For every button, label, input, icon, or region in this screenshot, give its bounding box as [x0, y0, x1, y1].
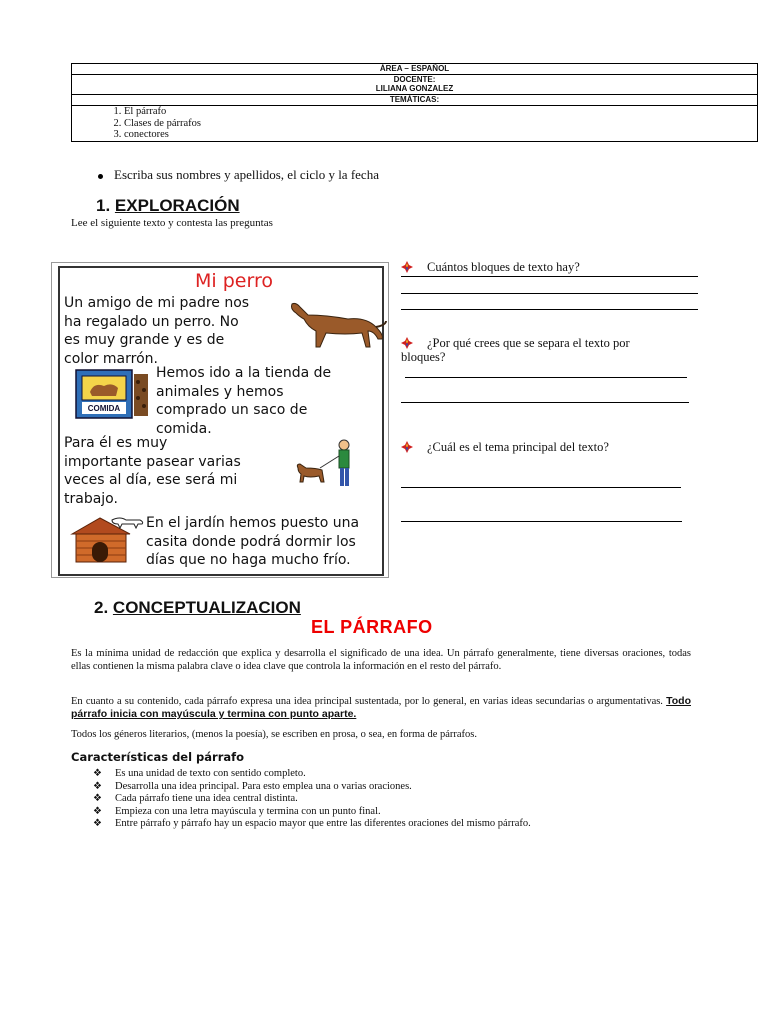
answer-line[interactable] [401, 521, 682, 522]
question-1 [401, 260, 580, 275]
parrafo-title: EL PÁRRAFO [311, 617, 433, 637]
story-line: comida. [156, 420, 212, 437]
story-line: En el jardín hemos puesto una [146, 515, 360, 531]
caracteristicas-title: Características del párrafo [71, 750, 245, 764]
instruction [98, 167, 379, 183]
story-line: Hemos ido a la tienda de [156, 365, 332, 381]
story-paragraph-2 [156, 364, 378, 438]
story-line: es muy grande y es de [64, 332, 225, 348]
exploracion-number: 1. [96, 196, 111, 215]
story-paragraph-1 [64, 294, 274, 368]
story-line: color marrón. [64, 350, 158, 367]
answer-line[interactable] [401, 293, 698, 294]
list-item [93, 781, 531, 794]
content-paragraph-rule: Todo párrafo inicia con mayúscula y termina con punto aparte. [71, 695, 691, 720]
story-line: casita donde podrá dormir los [146, 533, 356, 550]
caracteristicas-list [93, 768, 531, 831]
content-paragraph-text: En cuanto a su contenido, cada párrafo expresa una idea principal sustentada, por lo general, en varias ideas secundarias o argumentativas. [71, 696, 663, 707]
bullet-icon [98, 174, 103, 179]
tematicas-cell: TEMÁTICAS: [72, 95, 758, 106]
tematica-item: 3. conectores [124, 129, 757, 141]
diamond-bullet-icon: ❖ [93, 818, 102, 829]
story-frame [58, 266, 384, 576]
answer-line[interactable] [401, 402, 689, 403]
exploracion-title: EXPLORACIÓN [114, 196, 240, 215]
arrow-bullet-icon [401, 337, 413, 349]
instruction-text: Escriba sus nombres y apellidos, el ciclo y la fecha [114, 167, 379, 182]
exploracion-heading [96, 196, 240, 216]
question-1-text: Cuántos bloques de texto hay? [427, 260, 580, 274]
story-line: animales y hemos [156, 383, 284, 400]
question-2 [401, 336, 691, 364]
conceptualizacion-title: CONCEPTUALIZACION [112, 598, 301, 617]
exploracion-subtitle: Lee el siguiente texto y contesta las preguntas [71, 217, 273, 229]
story-line: ha regalado un perro. No [64, 313, 239, 330]
arrow-bullet-icon [401, 441, 413, 453]
story-line: importante pasear varias [64, 453, 241, 470]
list-item-text: Empieza con una letra mayúscula y termina con un punto final. [115, 805, 381, 817]
story-line: trabajo. [64, 490, 118, 507]
story-line: veces al día, ese será mi [64, 472, 238, 488]
list-item [93, 818, 531, 831]
tematicas-list-cell [72, 106, 758, 142]
comida-label: COMIDA [87, 404, 121, 413]
arrow-bullet-icon [401, 261, 413, 273]
conceptualizacion-heading [94, 598, 301, 618]
story-line: Un amigo de mi padre nos [64, 295, 250, 311]
genres-paragraph: Todos los géneros literarios, (menos la poesía), se escriben en prosa, o sea, en forma de párrafos. [71, 729, 478, 740]
answer-line[interactable] [401, 276, 698, 277]
list-item [93, 793, 531, 806]
list-item-text: Entre párrafo y párrafo hay un espacio mayor que entre las diferentes oraciones del mismo párrafo. [115, 818, 531, 829]
answer-line[interactable] [401, 487, 681, 488]
header-table [71, 63, 758, 142]
definition-paragraph: Es la mínima unidad de redacción que explica y desarrolla el significado de una idea. Un párrafo generalmente, tiene diversas oraciones, todas ellas contienen la misma palabra clave o idea clave que controla la información en el resto del párrafo. [71, 648, 691, 672]
docente-name: LILIANA GONZALEZ [375, 84, 454, 93]
tematicas-list [102, 106, 757, 141]
question-2-text: ¿Por qué crees que se separa el texto por [427, 336, 630, 350]
story-line: comprado un saco de [156, 402, 308, 418]
question-2-text-cont: bloques? [401, 350, 446, 364]
question-3-text: ¿Cuál es el tema principal del texto? [427, 440, 609, 454]
story-line: Para él es muy [64, 435, 168, 451]
story-line: días que no haga mucho frío. [146, 552, 351, 568]
area-cell: ÁREA – ESPAÑOL [72, 64, 758, 75]
list-item-text: Desarrolla una idea principal. Para esto emplea una o varias oraciones. [115, 780, 412, 792]
list-item [93, 806, 531, 819]
story-box [51, 262, 389, 578]
list-item-text: Es una unidad de texto con sentido completo. [115, 768, 306, 779]
content-paragraph [71, 695, 691, 721]
story-paragraph-4 [146, 514, 382, 570]
diamond-bullet-icon: ❖ [93, 793, 102, 804]
docente-label: DOCENTE: [393, 75, 436, 84]
story-title: Mi perro [195, 270, 273, 292]
question-3 [401, 440, 609, 455]
conceptualizacion-number: 2. [94, 598, 109, 617]
docente-cell [72, 75, 758, 95]
tematica-item: 1. El párrafo [124, 106, 757, 118]
diamond-bullet-icon: ❖ [93, 805, 102, 817]
answer-line[interactable] [405, 377, 687, 378]
list-item-text: Cada párrafo tiene una idea central distinta. [115, 793, 298, 804]
story-paragraph-3 [64, 434, 274, 508]
dog-house-illustration [68, 514, 148, 566]
dog-food-icon [74, 368, 150, 420]
dog-illustration [286, 301, 388, 351]
tematica-item: 2. Clases de párrafos [124, 118, 757, 130]
answer-line[interactable] [401, 309, 698, 310]
list-item [93, 768, 531, 781]
diamond-bullet-icon: ❖ [93, 768, 102, 779]
person-walking-dog-illustration [294, 438, 364, 492]
diamond-bullet-icon: ❖ [93, 780, 102, 792]
